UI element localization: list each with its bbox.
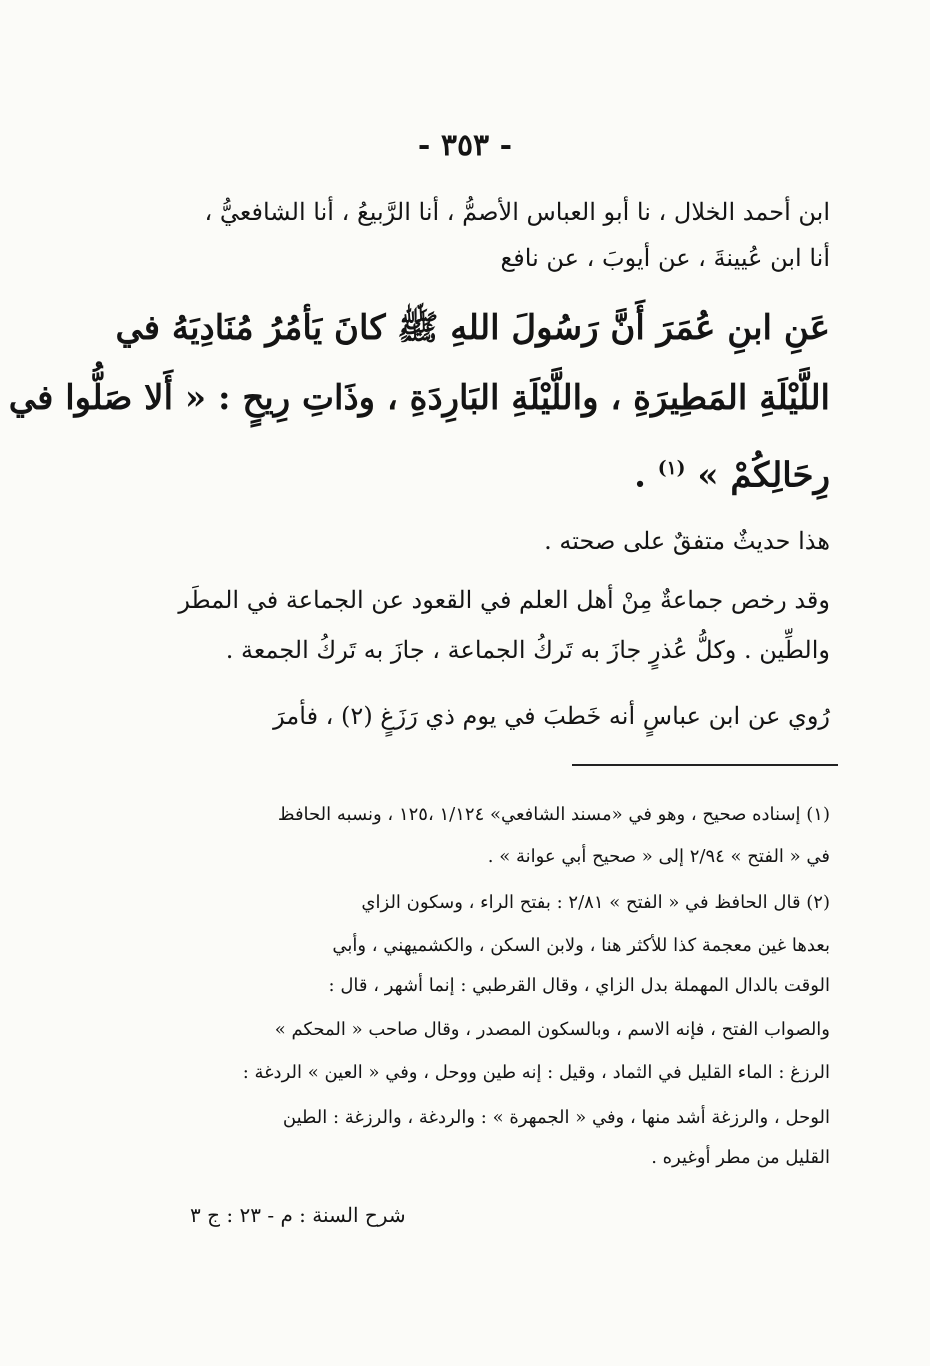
hadith-final-period: . — [634, 455, 646, 496]
hadith-line-2: اللَّيْلَةِ المَطِيرَةِ ، واللَّيْلَةِ البَارِدَةِ ، وذَاتِ رِيحٍ : « أَلا صَلُّوا في — [8, 378, 830, 418]
footnote-2-line-5: الرزغ : الماء القليل في الثماد ، وقيل : إنه طين ووحل ، وفي « العين » الردغة : — [242, 1062, 830, 1083]
ruling-line-1: وقد رخص جماعةٌ مِنْ أهل العلم في القعود عن الجماعة في المطَر — [178, 586, 830, 614]
hadith-line-1: عَنِ ابنِ عُمَرَ أَنَّ رَسُولَ اللهِ ﷺ كانَ يَأمُرُ مُنَادِيَهُ في — [115, 308, 830, 348]
footnote-marker-1: (١) — [657, 457, 686, 479]
signature-mark: شرح السنة : م - ٢٣ : ج ٣ — [190, 1203, 406, 1227]
footnote-2-line-2: بعدها غين معجمة كذا للأكثر هنا ، ولابن السكن ، والكشميهني ، وأبي — [332, 935, 830, 956]
hadith-line-3 — [190, 436, 830, 507]
isnad-line-2: أنا ابن عُيينةَ ، عن أيوبَ ، عن نافع — [500, 244, 830, 272]
narration-line: رُوي عن ابن عباسٍ أنه خَطبَ في يوم ذي رَزَغٍ (٢) ، فأمرَ — [273, 702, 830, 730]
footnote-2-line-4: والصواب الفتح ، فإنه الاسم ، وبالسكون المصدر ، وقال صاحب « المحكم » — [274, 1019, 830, 1040]
hadith-grading: هذا حديثٌ متفقٌ على صحته . — [544, 527, 830, 555]
footnote-2-line-1: (٢) قال الحافظ في « الفتح » ٢/٨١ : بفتح الراء ، وسكون الزاي — [361, 892, 830, 913]
isnad-line-1: ابن أحمد الخلال ، نا أبو العباس الأصمُّ ، أنا الرَّبيعُ ، أنا الشافعيُّ ، — [204, 198, 830, 226]
footnote-separator — [572, 764, 838, 766]
page-number: - ٣٥٣ - — [417, 128, 513, 163]
footnote-1-line-2: في « الفتح » ٢/٩٤ إلى « صحيح أبي عوانة » . — [487, 846, 830, 867]
footnote-1-line-1: (١) إسناده صحيح ، وهو في «مسند الشافعي» ١/١٢٤ ،١٢٥ ، ونسبه الحافظ — [277, 804, 830, 825]
footnote-2-line-7: القليل من مطر أوغيره . — [651, 1147, 830, 1168]
footnote-2-line-6: الوحل ، والرزغة أشد منها ، وفي « الجمهرة » : والردغة ، والرزغة : الطين — [282, 1107, 830, 1128]
footnote-2-line-3: الوقت بالدال المهملة بدل الزاي ، وقال القرطبي : إنما أشهر ، قال : — [328, 975, 830, 996]
hadith-closing-text: رِحَالِكُمْ » — [697, 455, 830, 496]
ruling-line-2: والطِّين . وكلُّ عُذرٍ جازَ به تَركُ الجماعة ، جازَ به تَركُ الجمعة . — [225, 636, 830, 664]
